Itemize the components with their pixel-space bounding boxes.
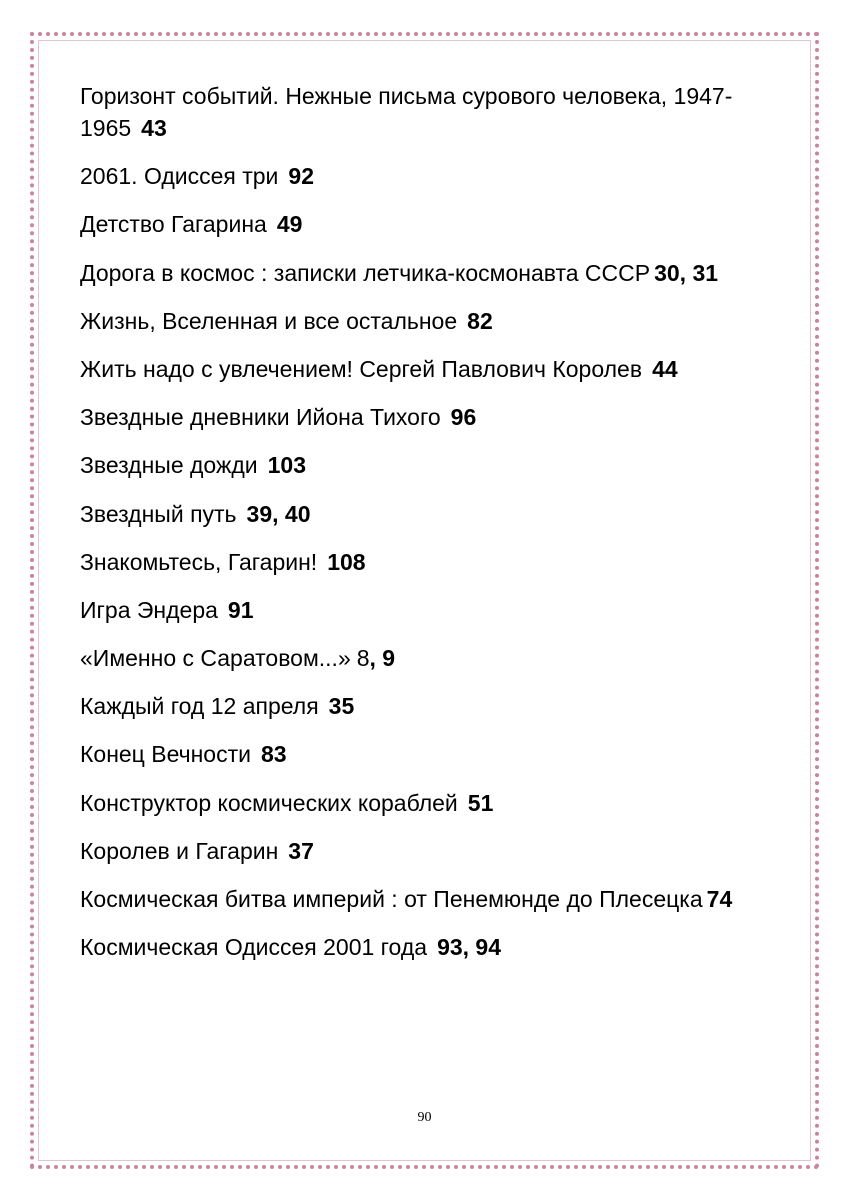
entry-title: Космическая битва империй : от Пенемюнде до Плесецка	[80, 886, 703, 912]
entry-title: Космическая Одиссея 2001 года	[80, 934, 428, 961]
index-entry	[80, 546, 790, 578]
index-entry	[80, 642, 790, 674]
entry-pages: 96	[450, 404, 477, 431]
entry-pages: 83	[260, 741, 287, 768]
entry-title: Жизнь, Вселенная и все остальное	[80, 307, 458, 334]
entry-title: Звездные дневники Ийона Тихого	[80, 404, 441, 431]
entry-pages: 93, 94	[437, 934, 502, 961]
entry-title: Знакомьтесь, Гагарин!	[80, 548, 318, 575]
entry-title: Детство Гагарина	[80, 211, 267, 238]
index-entry	[80, 835, 790, 867]
index-entry	[80, 594, 790, 626]
entry-pages-regular: 8	[356, 645, 370, 672]
entry-title: Каждый год 12 апреля	[80, 693, 319, 720]
index-entry	[80, 208, 790, 240]
entry-title: Звездные дожди	[80, 452, 258, 479]
index-entry	[80, 449, 790, 481]
index-entry	[80, 80, 790, 144]
entry-pages: 49	[276, 211, 303, 238]
index-entry	[80, 257, 790, 289]
entry-title: Игра Эндера	[80, 596, 218, 623]
entry-pages: 51	[467, 789, 494, 816]
entry-title: Звездный путь	[80, 500, 237, 527]
index-entry	[80, 931, 790, 963]
entry-pages: 37	[288, 837, 314, 864]
entry-pages: 39, 40	[246, 500, 311, 527]
entry-pages: 35	[328, 693, 355, 720]
entry-pages: 74	[706, 886, 733, 912]
index-entry	[80, 498, 790, 530]
entry-title: Горизонт событий. Нежные письма сурового человека, 1947-1965	[80, 83, 733, 141]
index-entry	[80, 690, 790, 722]
entry-title: 2061. Одиссея три	[80, 163, 279, 190]
entry-title: Конец Вечности	[80, 741, 251, 768]
entry-pages: 82	[467, 307, 493, 334]
entry-title: Конструктор космических кораблей	[80, 789, 458, 816]
index-entry	[80, 787, 790, 819]
index-entry	[80, 160, 790, 192]
entry-pages: 108	[327, 548, 366, 575]
entry-pages: 30, 31	[654, 259, 719, 286]
index-entry	[80, 738, 790, 770]
index-entry	[80, 305, 790, 337]
index-entry	[80, 883, 790, 915]
entry-pages: 103	[267, 452, 306, 479]
entry-title: Королев и Гагарин	[80, 837, 279, 864]
page-number: 90	[417, 1110, 432, 1125]
index-entry	[80, 353, 790, 385]
entry-pages: 92	[288, 163, 315, 190]
index-list	[80, 80, 790, 979]
entry-pages: 43	[141, 115, 167, 141]
entry-pages: 44	[652, 355, 678, 382]
entry-pages: 91	[227, 596, 254, 623]
entry-pages-bold: , 9	[369, 645, 396, 672]
entry-title: Дорога в космос : записки летчика-космонавта СССР	[80, 259, 651, 286]
entry-title: «Именно с Саратовом...»	[80, 645, 351, 672]
index-entry	[80, 401, 790, 433]
entry-title: Жить надо с увлечением! Сергей Павлович Королев	[80, 355, 643, 382]
